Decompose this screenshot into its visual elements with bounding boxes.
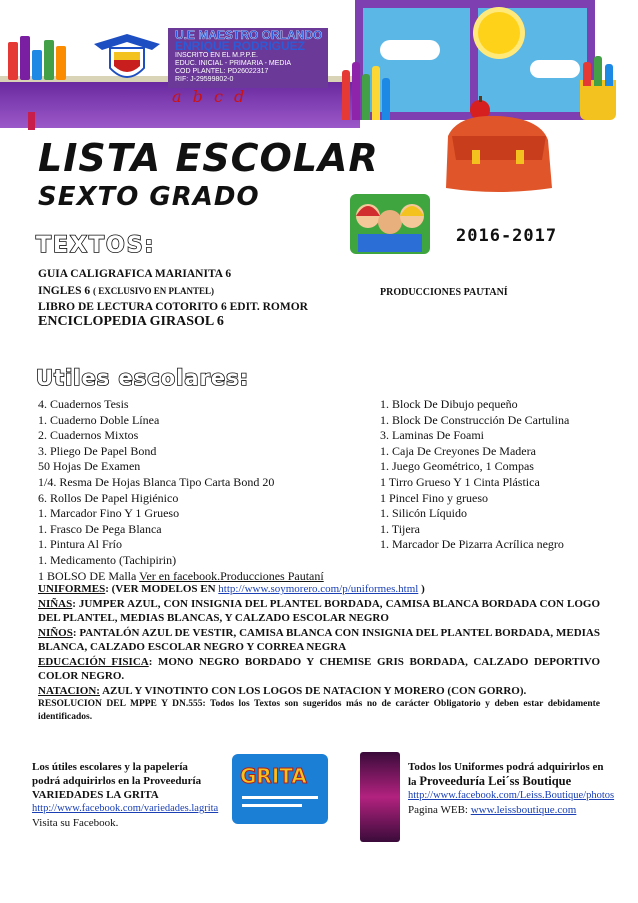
la-grita-logo: GRITA xyxy=(232,754,328,824)
facebook-link[interactable]: Ver en facebook.Producciones Pautaní xyxy=(139,568,324,583)
header-banner xyxy=(0,0,638,250)
utiles-left-list xyxy=(38,397,324,584)
crayon-icon xyxy=(382,78,390,120)
list-item: 4. Cuadernos Tesis xyxy=(38,397,129,411)
school-info-line: COD PLANTEL: PD26022317 xyxy=(175,68,269,75)
list-item: 1. Juego Geométrico, 1 Compas xyxy=(380,459,534,474)
list-item: 1. Marcador Fino Y 1 Grueso xyxy=(38,506,180,521)
footer-text: VARIEDADES LA GRITA xyxy=(32,789,159,801)
crayon-icon xyxy=(362,74,370,120)
list-item: 1. Silicón Líquido xyxy=(380,506,467,521)
list-item: 1. Caja De Creyones De Madera xyxy=(380,443,536,458)
list-item: 1. Frasco De Pega Blanca xyxy=(38,521,162,536)
uniformes-paragraph xyxy=(38,582,600,724)
footer-text: Visita su Facebook. xyxy=(32,817,119,829)
bookmark-ribbon xyxy=(28,112,35,130)
footer-left xyxy=(32,760,232,830)
list-item: 1. Tijera xyxy=(380,521,421,536)
list-item: 1. Medicamento (Tachipirin) xyxy=(38,552,177,567)
book-icon xyxy=(56,46,66,80)
natacion-line: NATACION: AZUL Y VINOTINTO CON LOS LOGOS DE NATACION Y MORERO (CON GORRO). xyxy=(38,684,527,697)
edfis-line: EDUCACIÓN FISICA: MONO NEGRO BORDADO Y CHEMISE GRIS BORDADA, CALZADO DEPORTIVO COLOR NEGRO. xyxy=(38,655,601,682)
list-item: 6. Rollos De Papel Higiénico xyxy=(38,490,179,505)
footer-text: podrá adquirirlos en la Proveeduría xyxy=(32,775,202,787)
leiss-boutique-logo xyxy=(360,752,400,842)
list-item: 3. Pliego De Papel Bond xyxy=(38,443,157,458)
ninos-line: NIÑOS: PANTALÓN AZUL DE VESTIR, CAMISA BLANCA CON INSIGNIA DEL PLANTEL BORDADA, MEDIAS BLANCA, CALZADO ESCOLAR NEGRO Y CORREA NEGRA xyxy=(38,626,600,653)
list-item: 1 BOLSO DE Malla Ver en facebook.Producciones Pautaní xyxy=(38,568,324,583)
school-year: 2016-2017 xyxy=(456,226,558,246)
list-item: 1 Tirro Grueso Y 1 Cinta Plástica xyxy=(380,474,540,489)
textos-item: GUIA CALIGRAFICA MARIANITA 6 xyxy=(38,268,232,280)
producciones-label: PRODUCCIONES PAUTANÍ xyxy=(380,287,508,298)
crayon-icon xyxy=(342,70,350,120)
list-item: 50 Hojas De Examen xyxy=(38,459,141,474)
leiss-facebook-link[interactable]: http://www.facebook.com/Leiss.Boutique/photos xyxy=(408,790,615,801)
school-name-2: ENRIQUE RODRIGUEZ xyxy=(175,39,306,53)
ninas-line: NIÑAS: JUMPER AZUL, CON INSIGNIA DEL PLANTEL BORDADA, CAMISA BLANCA BORDADA CON LOGO DEL PLANTEL, MEDIAS BLANCAS, Y CALZADO ESCOLAR NEGRO xyxy=(38,597,600,624)
page-title: LISTA ESCOLAR xyxy=(38,136,379,180)
uniformes-link[interactable]: http://www.soymorero.com/p/uniformes.html xyxy=(218,583,419,595)
leiss-web-link[interactable]: www.leissboutique.com xyxy=(470,804,577,816)
footer-text: Los útiles escolares y la papelería xyxy=(32,761,188,773)
footer-right xyxy=(408,760,623,817)
book-icon xyxy=(32,50,42,80)
book-icon xyxy=(8,42,18,80)
list-item: 1. Pintura Al Frío xyxy=(38,537,123,552)
book-icon xyxy=(44,40,54,80)
list-item: 1 Pincel Fino y grueso xyxy=(380,490,488,505)
school-info xyxy=(175,30,322,84)
school-crest-logo xyxy=(90,30,164,90)
cloud-icon xyxy=(380,40,440,60)
school-info-line: INSCRITO EN EL M.P.P.E. xyxy=(175,52,258,59)
school-info-line: RIF: J-29599802-0 xyxy=(175,76,234,83)
children-illustration xyxy=(348,192,432,256)
sun-icon xyxy=(478,12,520,54)
list-item: 1/4. Resma De Hojas Blanca Tipo Carta Bond 20 xyxy=(38,474,275,489)
school-info-line: EDUC. INICIAL - PRIMARIA - MEDIA xyxy=(175,60,292,67)
list-item: 1. Marcador De Pizarra Acrílica negro xyxy=(380,537,564,552)
footer-text: Pagina WEB: www.leissboutique.com xyxy=(408,804,577,816)
crayon-icon xyxy=(372,66,380,120)
list-item: 1. Block De Dibujo pequeño xyxy=(380,397,518,411)
textos-item: ENCICLOPEDIA GIRASOL 6 xyxy=(38,314,224,329)
list-item: 3. Laminas De Foami xyxy=(380,428,484,443)
grita-facebook-link[interactable]: http://www.facebook.com/variedades.lagrita xyxy=(32,803,219,814)
list-item: 1. Block De Construcción De Cartulina xyxy=(380,412,570,427)
abcd-letters: a b c d xyxy=(172,87,248,106)
pencil-cup-icon xyxy=(580,80,616,120)
list-item: 1. Cuaderno Doble Línea xyxy=(38,412,160,427)
page-subtitle: SEXTO GRADO xyxy=(38,182,260,212)
crayon-icon xyxy=(352,62,360,120)
textos-item: LIBRO DE LECTURA COTORITO 6 EDIT. ROMOR xyxy=(38,301,308,313)
uniformes-line: UNIFORMES: (VER MODELOS EN http://www.soymorero.com/p/uniformes.html ) xyxy=(38,583,425,595)
school-name-1: U.E MAESTRO ORLANDO xyxy=(175,28,323,42)
footer-text: Todos los Uniformes podrá adquirirlos en xyxy=(408,761,604,773)
list-item: 2. Cuadernos Mixtos xyxy=(38,428,139,443)
school-bag-icon xyxy=(428,96,563,196)
resolucion-note: RESOLUCION DEL MPPE Y DN.555: Todos los Textos son sugeridos más no de carácter Obligatorio y deben estar debidamente identificados. xyxy=(38,699,600,722)
utiles-right-list xyxy=(380,397,569,553)
utiles-heading: Utiles escolares: xyxy=(36,366,250,390)
footer-text: la Proveeduría Lei´ss Boutique xyxy=(408,774,572,788)
textos-heading: TEXTOS: xyxy=(36,233,156,258)
book-icon xyxy=(20,36,30,80)
textos-item: INGLES 6 ( EXCLUSIVO EN PLANTEL) xyxy=(38,285,215,297)
cloud-icon xyxy=(530,60,580,78)
